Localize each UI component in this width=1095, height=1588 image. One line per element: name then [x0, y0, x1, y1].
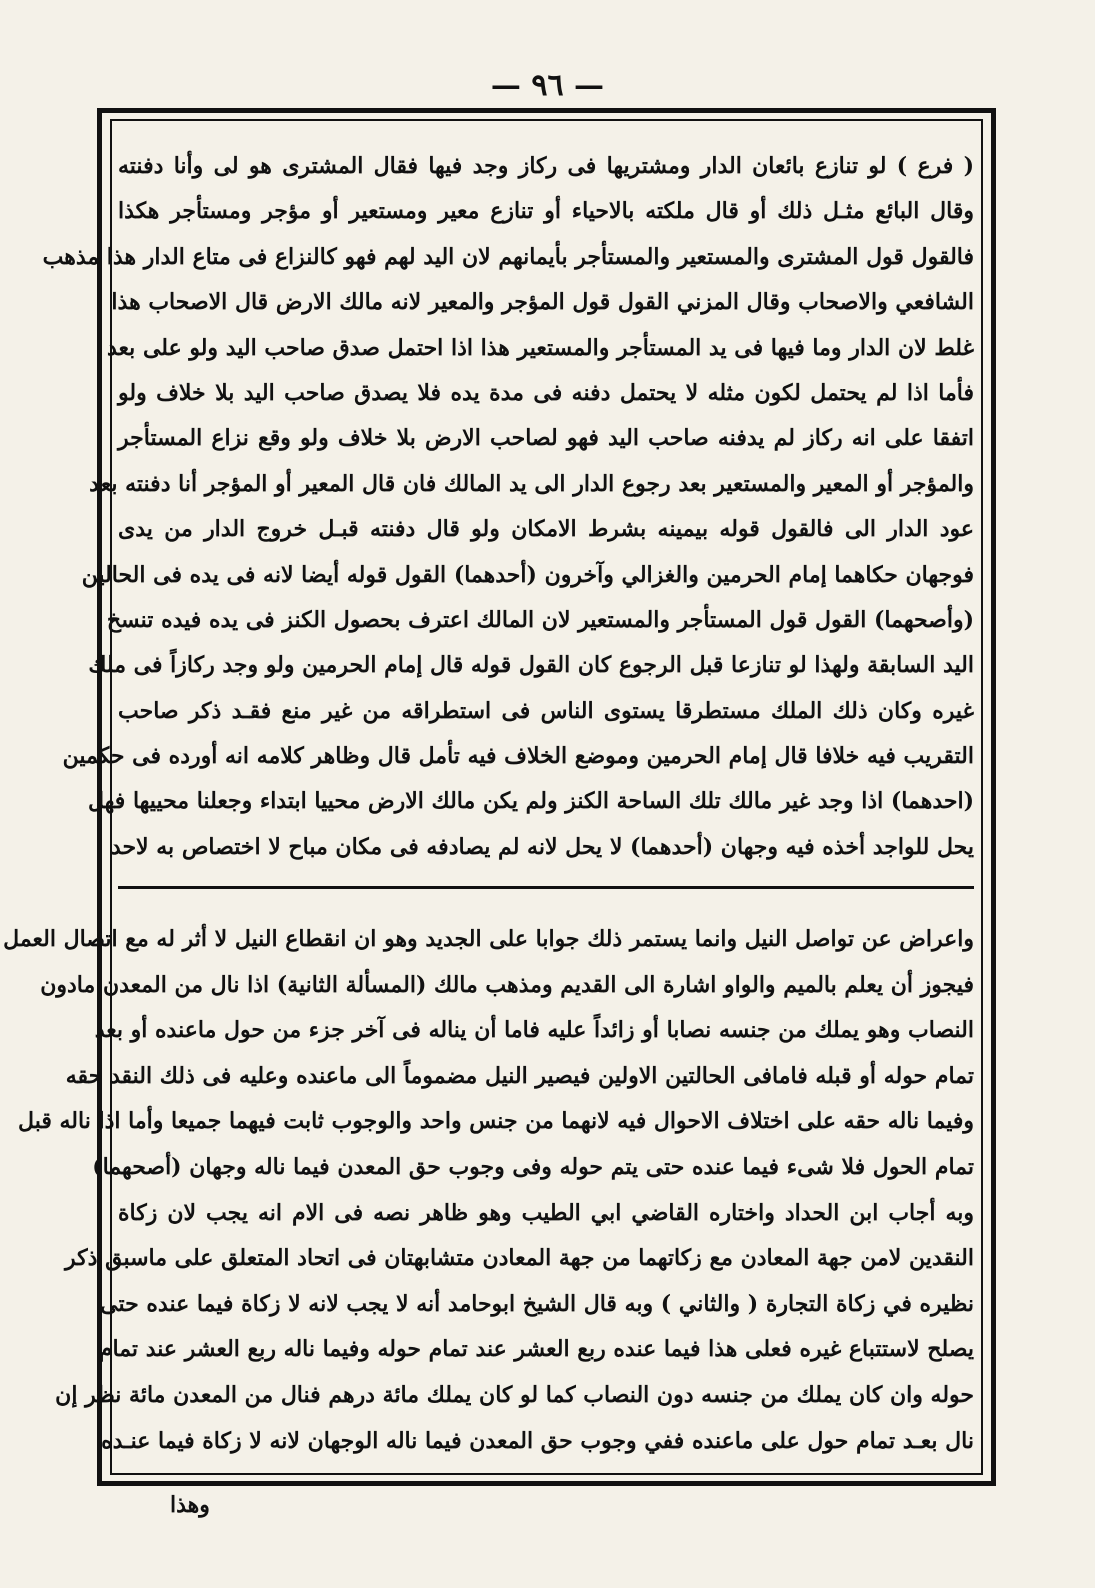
text-line: ( فرع ) لو تنازع بائعان الدار ومشتريها فى ركاز وجد فيها فقال المشترى هو لى وأنا دفنته: [118, 153, 974, 179]
text-line: فوجهان حكاهما إمام الحرمين والغزالي وآخرون (أحدهما) القول قوله أيضا لانه فى يده فى الحالين: [81, 561, 974, 588]
text-line: فأما اذا لم يحتمل لكون مثله لا يحتمل دفنه فى مدة يده فلا يصدق صاحب اليد بلا خلاف ولو: [118, 379, 974, 406]
text-line: (وأصحهما) القول قول المستأجر والمستعير لان المالك اعترف بحصول الكنز فى يده فيده تنسخ: [106, 606, 974, 633]
footnote-line: يصلح لاستتباع غيره فعلى هذا فيما عنده ربع العشر عند تمام حوله وفيما ناله ربع العشر عند تمام: [98, 1336, 974, 1363]
footnote-line: وبه أجاب ابن الحداد واختاره القاضي ابي الطيب وهو ظاهر نصه فى الام انه يجب لان زكاة: [118, 1199, 974, 1226]
text-line: عود الدار الى فالقول قوله بيمينه بشرط الامكان ولو قال دفنته قبـل خروج الدار من يدى: [118, 516, 974, 543]
main-text-block: [42, 144, 974, 870]
footnote-line: وفيما ناله حقه على اختلاف الاحوال فيه لانهما من جنس واحد والوجوب ثابت فيهما جميعا وأما اذا ناله قبل: [18, 1108, 974, 1135]
section-divider: [118, 886, 974, 889]
footnote-line: واعراض عن تواصل النيل وانما يستمر ذلك جوابا على الجديد وهو ان انقطاع النيل لا أثر له مع اتصال العمل: [3, 926, 974, 952]
footnote-line: النقدين لامن جهة المعادن مع زكاتهما من جهة المعادن متشابهتان فى اتحاد المتعلق على ماسبق ذكر: [65, 1245, 974, 1272]
catchword: وهذا: [170, 1492, 210, 1518]
text-line: يحل للواجد أخذه فيه وجهان (أحدهما) لا يحل لانه لم يصادفه فى مكان مباح لا اختصاص به لاحد: [110, 833, 974, 860]
footnote-line: تمام حوله أو قبله فامافى الحالتين الاولين فيصير النيل مضموماً الى ماعنده وعليه فى ذلك النقد حقه: [65, 1062, 974, 1089]
text-line: اتفقا على انه ركاز لم يدفنه صاحب اليد فهو لصاحب الارض بلا خلاف ولو وقع نزاع المستأجر: [118, 425, 974, 452]
footnote-line: نظيره في زكاة التجارة ( والثاني ) وبه قال الشيخ ابوحامد أنه لا يجب لانه لا زكاة فيما عنده حتى: [100, 1290, 974, 1317]
footnote-text-block: [3, 917, 974, 1464]
page-number: — ٩٦ —: [490, 68, 605, 103]
footnote-line: حوله وان كان يملك من جنسه دون النصاب كما لو كان يملك مائة درهم فنال من المعدن مائة نظر إن: [55, 1381, 974, 1408]
text-line: الشافعي والاصحاب وقال المزني القول قول المؤجر والمعير لانه مالك الارض قال الاصحاب هذا: [111, 289, 974, 316]
footnote-line: فيجوز أن يعلم بالميم والواو اشارة الى القديم ومذهب مالك (المسألة الثانية) اذا نال من المعدن مادون: [40, 971, 974, 998]
footnote-line: تمام الحول فلا شىء فيما عنده حتى يتم حوله وفى وجوب حق المعدن فيما ناله وجهان (أصحهما): [92, 1153, 974, 1180]
text-line: التقريب فيه خلافا قال إمام الحرمين وموضع الخلاف فيه تأمل قال وظاهر كلامه انه أورده فى حكمين: [62, 743, 974, 770]
text-line: اليد السابقة ولهذا لو تنازعا قبل الرجوع كان القول قوله قال إمام الحرمين ولو وجد ركازاً فى ملك: [88, 652, 974, 679]
text-line: غيره وكان ذلك الملك مستطرقا يستوى الناس فى استطراقه من غير منع فقـد ذكر صاحب: [118, 697, 974, 724]
footnote-line: النصاب وهو يملك من جنسه نصابا أو زائداً عليه فاما أن يناله فى آخر جزء من حول ماعنده أو بعد: [94, 1017, 974, 1044]
text-line: والمؤجر أو المعير والمستعير بعد رجوع الدار الى يد المالك فان قال المعير أو المؤجر أنا دفنته بعد: [89, 470, 974, 497]
footnote-line: نال بعـد تمام حول على ماعنده ففي وجوب حق المعدن فيما ناله الوجهان لانه لا زكاة فيما عنـده: [101, 1427, 974, 1454]
text-line: وقال البائع مثـل ذلك أو قال ملكته بالاحياء أو تنازع معير ومستعير أو مؤجر ومستأجر هكذا: [118, 198, 974, 225]
text-line: (احدهما) اذا وجد غير مالك تلك الساحة الكنز ولم يكن مالك الارض محييا ابتداء وجعلنا محييها فهل: [87, 788, 974, 815]
text-line: فالقول قول المشترى والمستعير والمستأجر بأيمانهم لان اليد لهم فهو كالنزاع فى متاع الدار هذا مذهب: [42, 243, 974, 270]
text-line: غلط لان الدار وما فيها فى يد المستأجر والمستعير هذا اذا احتمل صدق صاحب اليد ولو على بعد: [107, 334, 974, 361]
